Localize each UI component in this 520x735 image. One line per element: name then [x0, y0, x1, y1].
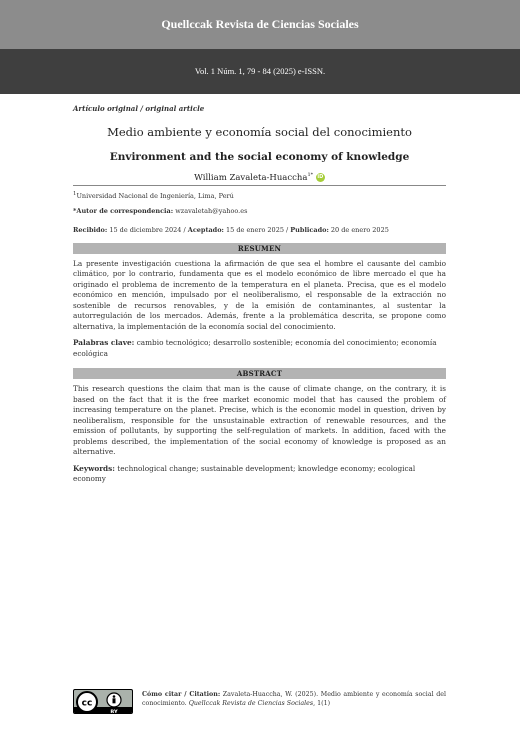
received-label: Recibido: [73, 225, 108, 234]
received-date: 15 de diciembre 2024 [109, 225, 182, 234]
correspondence [73, 207, 446, 215]
resumen-keywords [73, 338, 446, 359]
affiliation-superscript: 1 [73, 190, 77, 197]
cc-glyph: cc [81, 698, 93, 709]
published-date: 20 de enero 2025 [330, 225, 389, 234]
author-superscript: 1* [307, 172, 314, 178]
page-footer [73, 689, 446, 715]
title-spanish: Medio ambiente y economía social del conocimiento [107, 125, 412, 139]
resumen-heading: RESUMEN [73, 243, 446, 254]
citation-journal: Quellccak Revista de Ciencias Sociales [188, 700, 314, 707]
correspondence-email[interactable]: wzavaletah@yahoo.es [175, 206, 248, 215]
journal-name: Quellccak Revista de Ciencias Sociales [161, 17, 359, 31]
abstract-heading: ABSTRACT [73, 368, 446, 379]
published-label: Publicado: [290, 225, 329, 234]
author-divider [73, 185, 446, 186]
resumen-keywords-text: cambio tecnológico; desarrollo sostenible; economía del conocimiento; economía ecológica [73, 338, 437, 358]
author-line [73, 172, 446, 183]
affiliation [73, 191, 446, 200]
article-dates: Recibido: 15 de diciembre 2024 / Aceptado: 15 de enero 2025 / Publicado: 20 de enero 2025 [73, 225, 389, 234]
cc-by-license-icon[interactable] [73, 689, 133, 714]
cc-by-label: BY [110, 709, 118, 714]
journal-header [0, 0, 520, 49]
citation-label: Cómo citar / Citation: [142, 691, 221, 698]
abstract-keywords [73, 464, 446, 485]
citation-text: Zavaleta-Huaccha, W. (2025). Medio ambiente y economía social del conocimiento. [142, 691, 446, 707]
issue-header [0, 49, 520, 94]
abstract-keywords-text: technological change; sustainable development; knowledge economy; ecological economy [73, 463, 416, 484]
citation [142, 690, 446, 708]
accepted-date: 15 de enero 2025 [226, 225, 284, 234]
abstract-text: This research questions the claim that man is the cause of climate change, on the contrary, it is based on the fact that it is the free market economic model that has caused the problem of increasing temperature on the planet. Precise, which is the economic model in question, driven by neoliberalism, responsible for the unsustainable extraction of renewable resources, and the emission of pollutants, by supporting the self-regulation of markets. In addition, faced with the problems described, the implementation of the social economy of knowledge is proposed as an alternative. [73, 384, 446, 457]
article-body [73, 104, 446, 485]
citation-volume: , 1(1) [313, 700, 331, 707]
accepted-label: Aceptado: [187, 225, 224, 234]
resumen-text: La presente investigación cuestiona la afirmación de que sea el hombre el causante del cambio climático, por lo contrario, fundamenta que es el modelo económico de libre mercado el que ha originado el problema de incremento de la temperatura en el planeta. Precisa, que es el modelo económico en mención, impulsado por el neoliberalismo, el responsable de la extracción no sostenible de recursos renovables, y de la emisión de contaminantes, al sustentar la autorregulación de los mercados. Además, frente a la problemática descrita, se propone como alternativa, la implementación de la economía social del conocimiento. [73, 258, 446, 331]
abstract-keywords-label: Keywords: [73, 463, 115, 473]
orcid-icon[interactable]: iD [317, 173, 324, 180]
correspondence-label: *Autor de correspondencia: [73, 206, 174, 215]
title-english: Environment and the social economy of knowledge [109, 151, 410, 163]
issue-line: Vol. 1 Núm. 1, 79 - 84 (2025) e-ISSN. [194, 66, 326, 76]
affiliation-text: Universidad Nacional de Ingeniería, Lima, Perú [76, 191, 234, 200]
resumen-keywords-label: Palabras clave: [73, 338, 135, 348]
article-type: Artículo original / original article [73, 104, 205, 113]
author-name: William Zavaleta-Huaccha [194, 172, 308, 183]
